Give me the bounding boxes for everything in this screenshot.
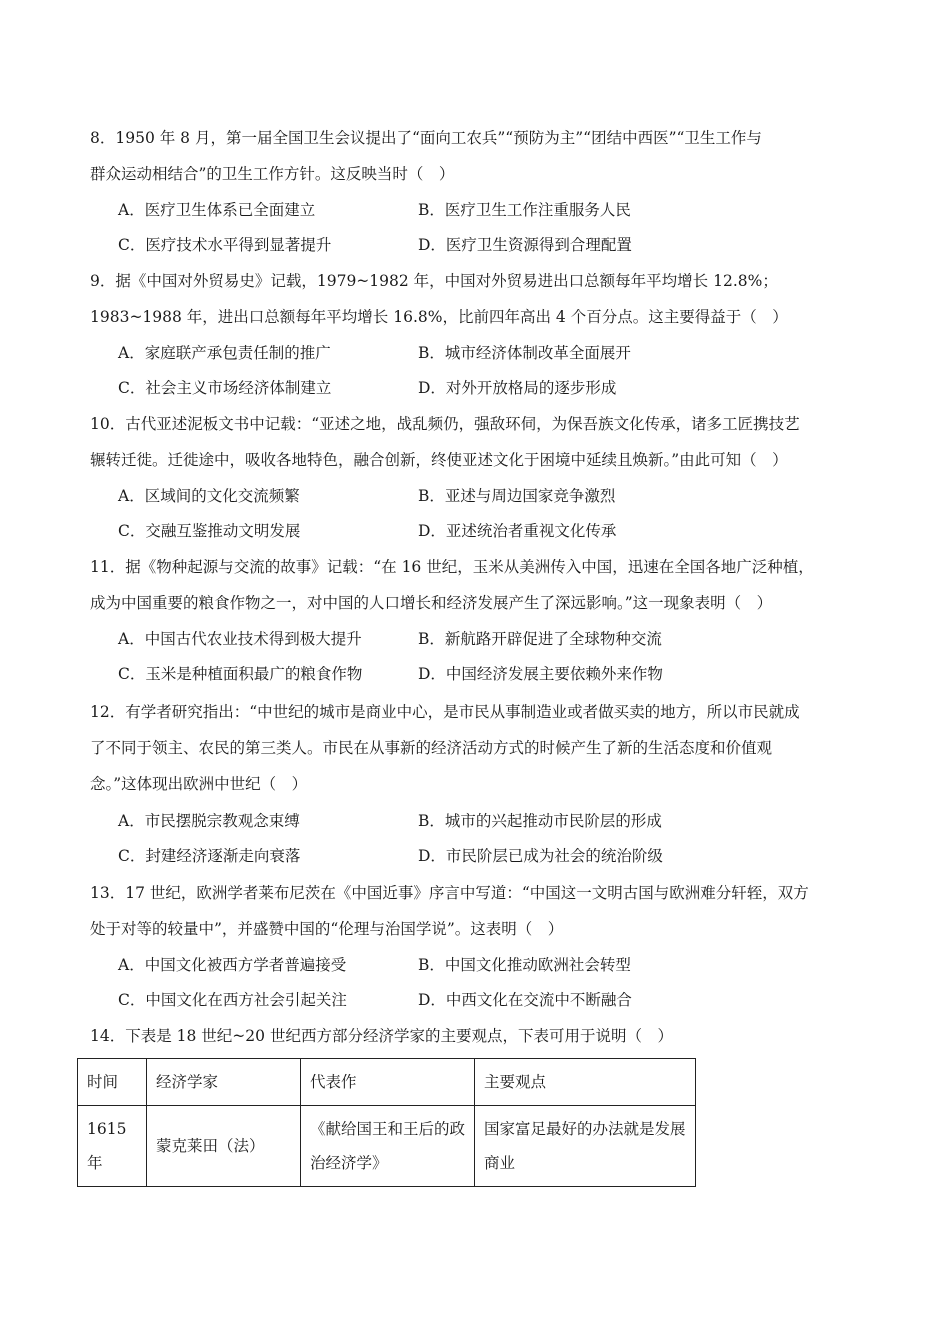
question-14 xyxy=(90,1018,870,1054)
question-stem-line: 13．17 世纪，欧洲学者莱布尼茨在《中国近事》序言中写道：“中国这一文明古国与欧洲难分轩轾，双方 xyxy=(90,884,809,902)
option-c[interactable]: C．中国文化在西方社会引起关注 xyxy=(118,991,347,1009)
table-header-cell: 经济学家 xyxy=(147,1059,301,1106)
option-b[interactable]: B．新航路开辟促进了全球物种交流 xyxy=(418,630,662,648)
table-header-row xyxy=(78,1059,696,1106)
option-b[interactable]: B．医疗卫生工作注重服务人民 xyxy=(418,201,631,219)
question-stem-line: 了不同于领主、农民的第三类人。市民在从事新的经济活动方式的时候产生了新的生活态度和价值观 xyxy=(90,739,773,757)
option-d[interactable]: D．中西文化在交流中不断融合 xyxy=(418,991,632,1009)
option-a[interactable]: A．医疗卫生体系已全面建立 xyxy=(118,201,316,219)
option-b[interactable]: B．亚述与周边国家竞争激烈 xyxy=(418,487,616,505)
option-c[interactable]: C．社会主义市场经济体制建立 xyxy=(118,379,332,397)
question-stem-line: 12．有学者研究指出：“中世纪的城市是商业中心，是市民从事制造业或者做买卖的地方，所以市民就成 xyxy=(90,703,800,721)
option-b[interactable]: B．城市经济体制改革全面展开 xyxy=(418,344,631,362)
question-stem-line: 辗转迁徙。迁徙途中，吸收各地特色，融合创新，终使亚述文化于困境中延续且焕新。”由此可知（ ） xyxy=(90,451,788,469)
options-12 xyxy=(118,804,878,874)
options-9 xyxy=(118,336,878,406)
table-row xyxy=(78,1106,696,1187)
question-stem-line: 成为中国重要的粮食作物之一，对中国的人口增长和经济发展产生了深远影响。”这一现象表明（ ） xyxy=(90,594,773,612)
option-d[interactable]: D．对外开放格局的逐步形成 xyxy=(418,379,617,397)
question-12 xyxy=(90,694,870,802)
option-d[interactable]: D．市民阶层已成为社会的统治阶级 xyxy=(418,847,663,865)
option-a[interactable]: A．中国古代农业技术得到极大提升 xyxy=(118,630,362,648)
options-11 xyxy=(118,622,878,692)
option-d[interactable]: D．中国经济发展主要依赖外来作物 xyxy=(418,665,663,683)
option-a[interactable]: A．家庭联产承包责任制的推广 xyxy=(118,344,331,362)
question-stem-line: 14．下表是 18 世纪~20 世纪西方部分经济学家的主要观点，下表可用于说明（ ） xyxy=(90,1027,673,1045)
options-8 xyxy=(118,193,878,263)
question-stem-line: 10．古代亚述泥板文书中记载：“亚述之地，战乱频仍，强敌环伺，为保吾族文化传承，诸多工匠携技艺 xyxy=(90,415,800,433)
option-c[interactable]: C．封建经济逐渐走向衰落 xyxy=(118,847,301,865)
option-d[interactable]: D．医疗卫生资源得到合理配置 xyxy=(418,236,632,254)
question-stem-line: 群众运动相结合”的卫生工作方针。这反映当时（ ） xyxy=(90,165,455,183)
option-a[interactable]: A．市民摆脱宗教观念束缚 xyxy=(118,812,300,830)
question-13 xyxy=(90,875,870,947)
question-11 xyxy=(90,549,870,621)
options-13 xyxy=(118,948,878,1018)
question-stem-line: 8．1950 年 8 月，第一届全国卫生会议提出了“面向工农兵”“预防为主”“团结中西医”“卫生工作与 xyxy=(90,129,762,147)
question-8 xyxy=(90,120,870,192)
question-10 xyxy=(90,406,870,478)
question-stem-line: 9．据《中国对外贸易史》记载，1979~1982 年，中国对外贸易进出口总额每年平均增长 12.8%； xyxy=(90,272,778,290)
option-a[interactable]: A．区域间的文化交流频繁 xyxy=(118,487,300,505)
table-cell: 1615 年 xyxy=(78,1106,147,1187)
table-cell: 《献给国王和王后的政治经济学》 xyxy=(301,1106,475,1187)
table-header-cell: 时间 xyxy=(78,1059,147,1106)
question-stem-line: 1983~1988 年，进出口总额每年平均增长 16.8%，比前四年高出 4 个百分点。这主要得益于（ ） xyxy=(90,308,788,326)
option-d[interactable]: D．亚述统治者重视文化传承 xyxy=(418,522,617,540)
option-a[interactable]: A．中国文化被西方学者普遍接受 xyxy=(118,956,347,974)
option-c[interactable]: C．医疗技术水平得到显著提升 xyxy=(118,236,332,254)
economists-table xyxy=(77,1058,696,1187)
option-c[interactable]: C．交融互鉴推动文明发展 xyxy=(118,522,301,540)
question-stem-line: 处于对等的较量中”，并盛赞中国的“伦理与治国学说”。这表明（ ） xyxy=(90,920,564,938)
option-c[interactable]: C．玉米是种植面积最广的粮食作物 xyxy=(118,665,363,683)
option-b[interactable]: B．中国文化推动欧洲社会转型 xyxy=(418,956,631,974)
options-10 xyxy=(118,479,878,549)
table-cell: 国家富足最好的办法就是发展商业 xyxy=(475,1106,696,1187)
table-header-cell: 代表作 xyxy=(301,1059,475,1106)
option-b[interactable]: B．城市的兴起推动市民阶层的形成 xyxy=(418,812,662,830)
question-stem-line: 11．据《物种起源与交流的故事》记载：“在 16 世纪，玉米从美洲传入中国，迅速在全国各地广泛种植， xyxy=(90,558,814,576)
question-9 xyxy=(90,263,870,335)
table-cell: 蒙克莱田（法） xyxy=(147,1106,301,1187)
table-header-cell: 主要观点 xyxy=(475,1059,696,1106)
question-stem-line: 念。”这体现出欧洲中世纪（ ） xyxy=(90,775,308,793)
